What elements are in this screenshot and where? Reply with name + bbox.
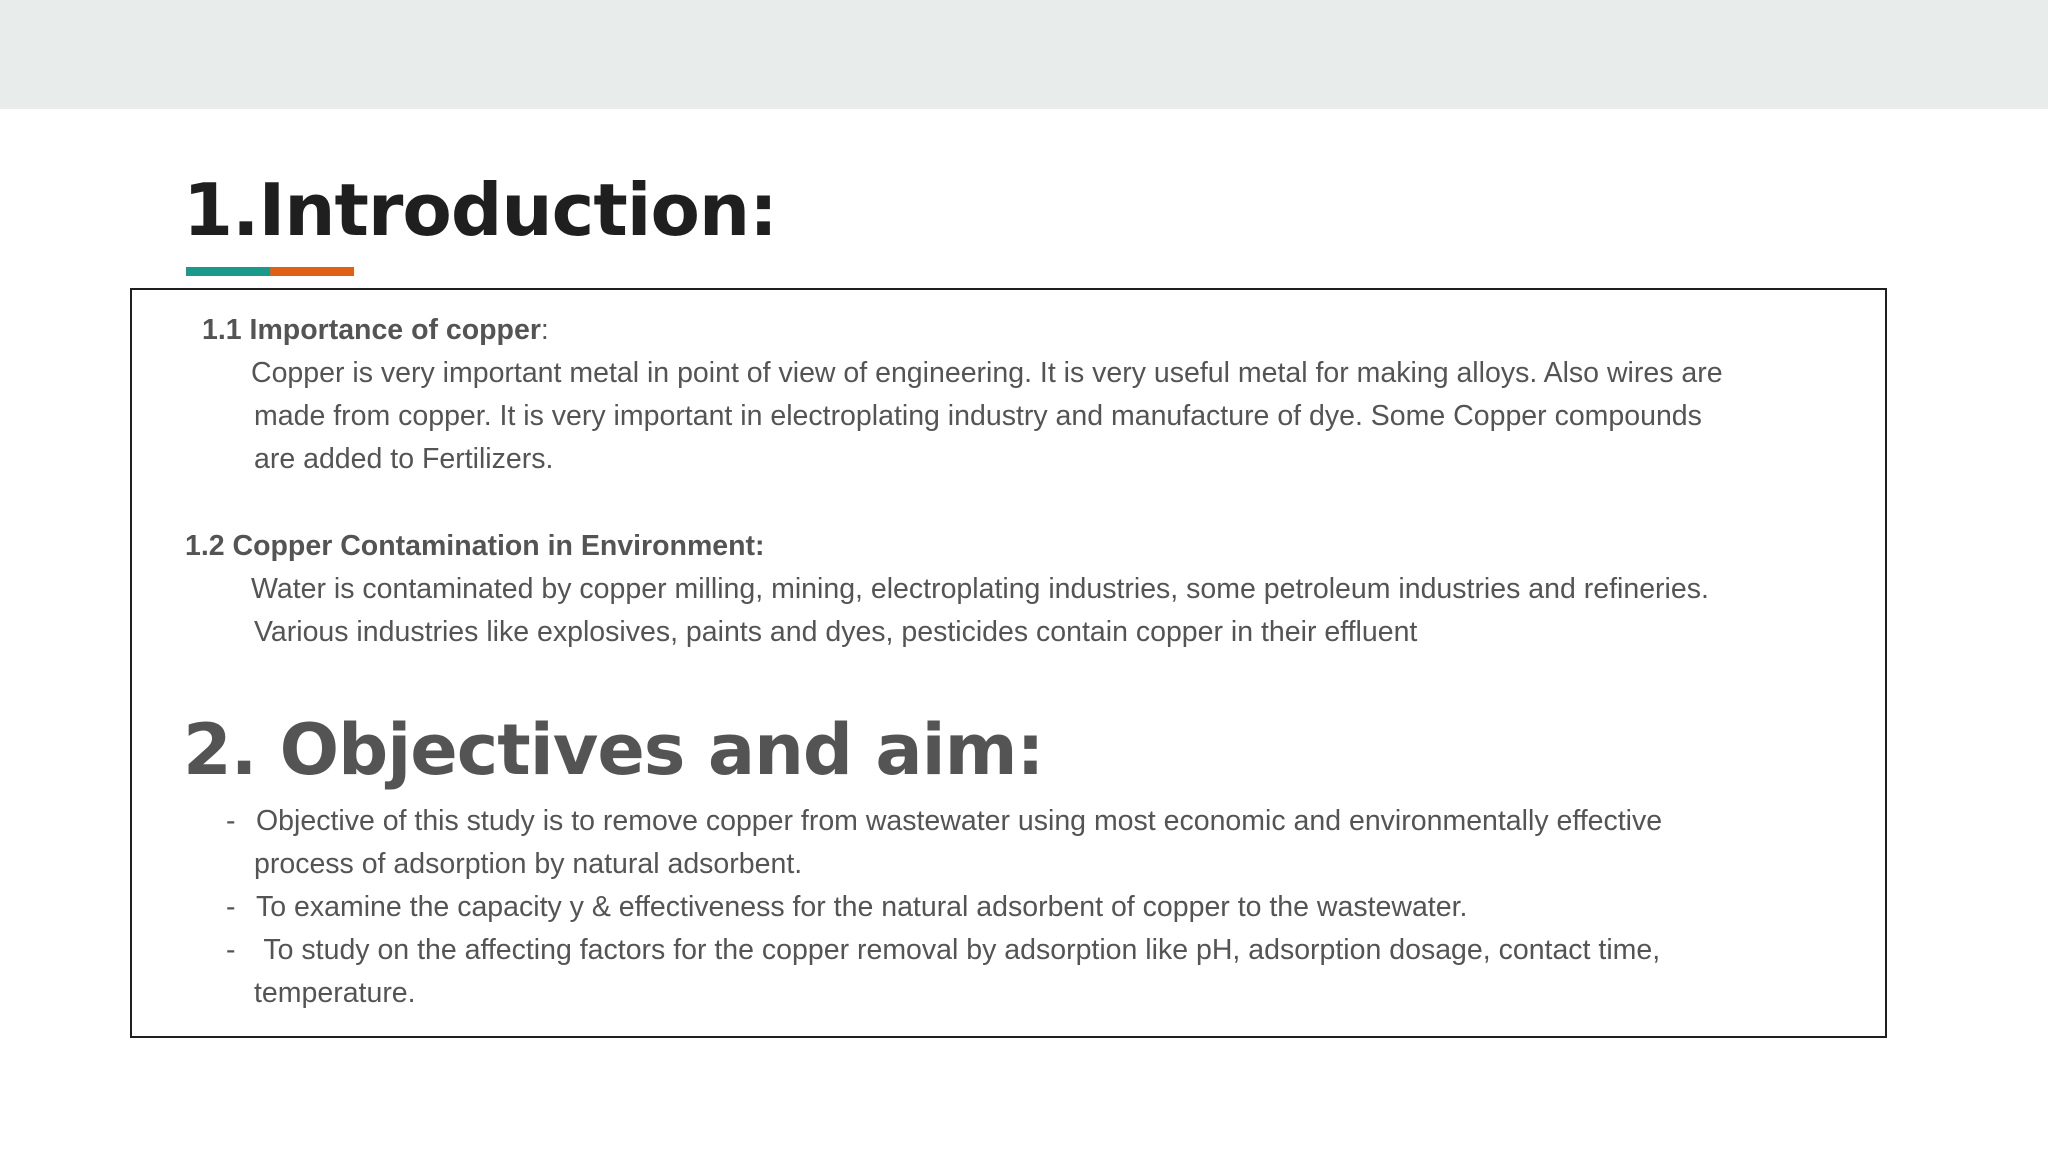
- bullet-marker-3: -: [226, 934, 236, 966]
- objective-3-line-1: To study on the affecting factors for the copper removal by adsorption like pH, adsorption dosage, contact time,: [256, 934, 1661, 966]
- objective-1-line-1: Objective of this study is to remove copper from wastewater using most economic and environmentally effective: [256, 805, 1663, 837]
- section-heading-importance: [202, 309, 549, 352]
- importance-line-1: Copper is very important metal in point of view of engineering. It is very useful metal for making alloys. Also wires are: [251, 357, 1723, 389]
- title-accent-teal: [186, 267, 270, 276]
- importance-line-2: made from copper. It is very important in electroplating industry and manufacture of dye. Some Copper compounds: [254, 400, 1702, 432]
- slide-title: 1.Introduction:: [183, 168, 777, 252]
- section-heading-importance-text: 1.1 Importance of copper: [202, 314, 541, 346]
- importance-line-3: are added to Fertilizers.: [254, 443, 554, 475]
- objective-2-line-1: To examine the capacity y & effectiveness for the natural adsorbent of copper to the wastewater.: [256, 891, 1468, 923]
- objective-1-line-2: process of adsorption by natural adsorbent.: [254, 848, 803, 880]
- bullet-marker-1: -: [226, 805, 236, 837]
- contamination-line-2: Various industries like explosives, paints and dyes, pesticides contain copper in their effluent: [254, 616, 1418, 648]
- bullet-marker-2: -: [226, 891, 236, 923]
- objectives-heading: 2. Objectives and aim:: [183, 709, 1044, 791]
- section-heading-importance-colon: :: [540, 314, 549, 346]
- slide-header-band: [0, 0, 2048, 109]
- section-heading-contamination: 1.2 Copper Contamination in Environment:: [185, 530, 765, 562]
- contamination-line-1: Water is contaminated by copper milling, mining, electroplating industries, some petroleum industries and refineries.: [251, 573, 1709, 605]
- objective-3-line-2: temperature.: [254, 977, 416, 1009]
- title-accent-orange: [270, 267, 354, 276]
